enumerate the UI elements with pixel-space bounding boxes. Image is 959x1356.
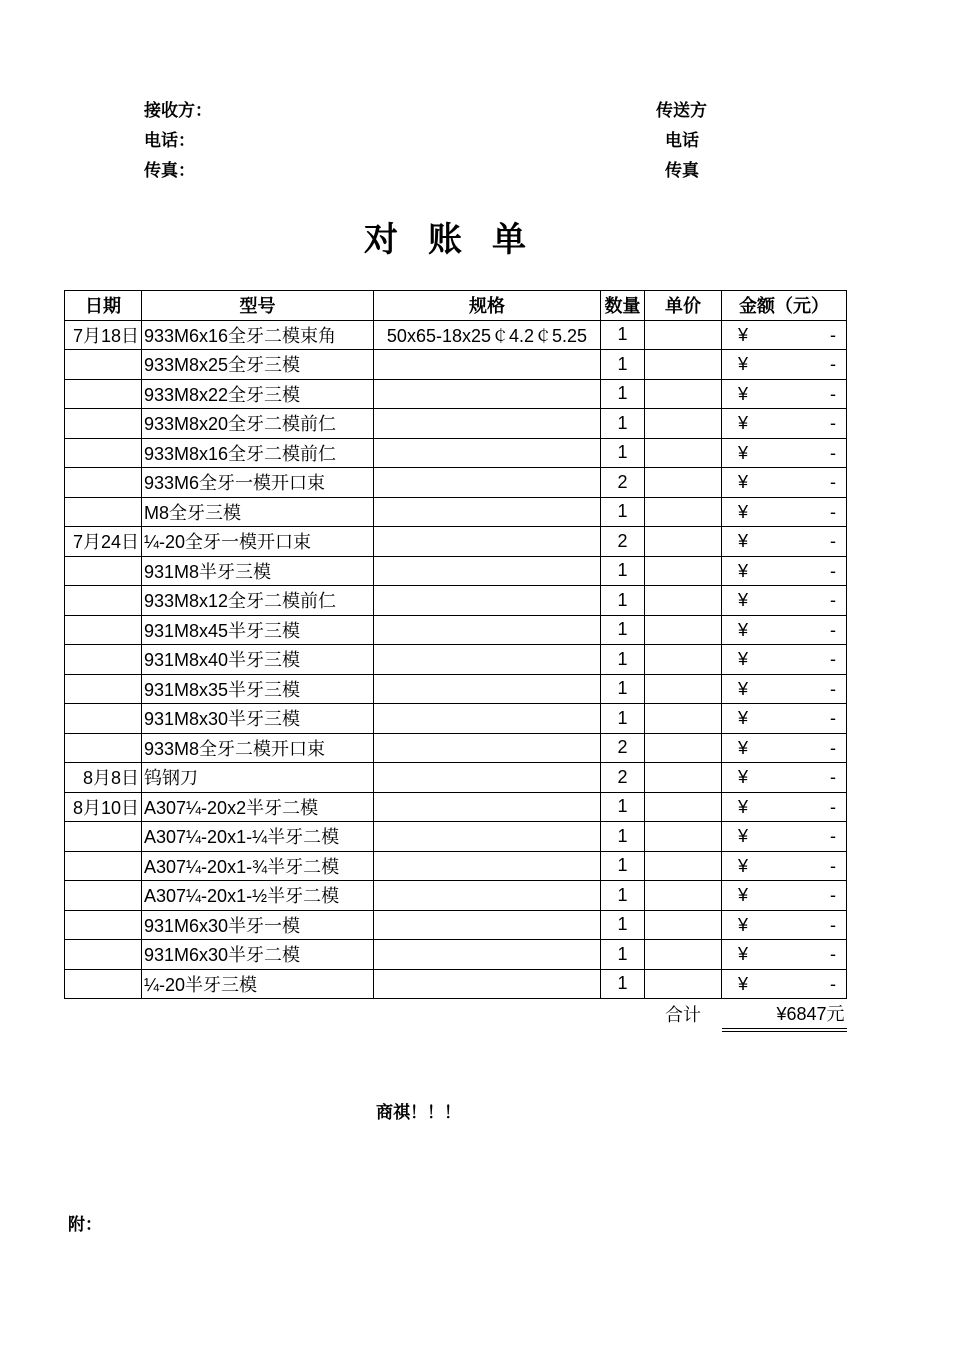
cell-qty: 1 <box>601 969 645 999</box>
cell-date <box>65 556 142 586</box>
cell-date <box>65 615 142 645</box>
amount-value: - <box>830 767 836 787</box>
cell-qty: 2 <box>601 468 645 498</box>
cell-amount <box>722 497 847 527</box>
cell-spec <box>374 940 601 970</box>
cell-spec <box>374 468 601 498</box>
cell-amount <box>722 910 847 940</box>
currency-symbol: ¥ <box>738 324 749 345</box>
currency-symbol: ¥ <box>738 501 749 522</box>
cell-qty: 1 <box>601 320 645 350</box>
receiver-fax-label: 传真： <box>144 161 195 180</box>
cell-price <box>645 438 722 468</box>
cell-qty: 1 <box>601 851 645 881</box>
cell-model: A307¼-20x2半牙二模 <box>142 792 374 822</box>
cell-date <box>65 350 142 380</box>
cell-price <box>645 586 722 616</box>
amount-value: - <box>830 737 836 758</box>
amount-value: - <box>830 826 836 846</box>
table-row <box>65 409 847 439</box>
attachment-label: 附： <box>68 1215 102 1234</box>
cell-amount <box>722 586 847 616</box>
cell-spec <box>374 674 601 704</box>
column-header-spec: 规格 <box>374 291 601 321</box>
cell-date <box>65 851 142 881</box>
cell-date <box>65 822 142 852</box>
cell-model: A307¼-20x1-¾半牙二模 <box>142 851 374 881</box>
cell-qty: 1 <box>601 822 645 852</box>
cell-model: 931M8x30半牙三模 <box>142 704 374 734</box>
cell-amount <box>722 350 847 380</box>
cell-amount <box>722 438 847 468</box>
cell-qty: 1 <box>601 645 645 675</box>
cell-price <box>645 763 722 793</box>
cell-qty: 1 <box>601 792 645 822</box>
cell-model: A307¼-20x1-½半牙二模 <box>142 881 374 911</box>
cell-qty: 1 <box>601 497 645 527</box>
cell-qty: 1 <box>601 704 645 734</box>
cell-amount <box>722 645 847 675</box>
cell-price <box>645 822 722 852</box>
cell-spec <box>374 733 601 763</box>
amount-value: - <box>830 531 836 551</box>
cell-spec <box>374 763 601 793</box>
column-header-qty: 数量 <box>601 291 645 321</box>
table-row <box>65 468 847 498</box>
currency-symbol: ¥ <box>738 619 749 640</box>
table-row <box>65 792 847 822</box>
total-label: 合计 <box>665 1005 701 1026</box>
cell-qty: 2 <box>601 733 645 763</box>
cell-amount <box>722 881 847 911</box>
cell-spec <box>374 910 601 940</box>
cell-amount <box>722 468 847 498</box>
column-header-amount: 金额（元） <box>722 291 847 321</box>
cell-price <box>645 409 722 439</box>
cell-date <box>65 497 142 527</box>
amount-value: - <box>830 885 836 905</box>
cell-spec <box>374 350 601 380</box>
cell-qty: 1 <box>601 674 645 704</box>
cell-model: 931M8半牙三模 <box>142 556 374 586</box>
receiver-label: 接收方： <box>144 101 212 120</box>
cell-price <box>645 704 722 734</box>
cell-amount <box>722 379 847 409</box>
cell-amount <box>722 822 847 852</box>
table-row <box>65 645 847 675</box>
cell-spec <box>374 586 601 616</box>
cell-spec <box>374 527 601 557</box>
cell-date <box>65 438 142 468</box>
total-row <box>65 999 847 1030</box>
currency-symbol: ¥ <box>738 914 749 935</box>
amount-value: - <box>830 973 836 994</box>
cell-price <box>645 674 722 704</box>
amount-value: - <box>830 354 836 374</box>
cell-price <box>645 645 722 675</box>
cell-date <box>65 733 142 763</box>
table-row <box>65 763 847 793</box>
cell-amount <box>722 763 847 793</box>
cell-qty: 1 <box>601 910 645 940</box>
amount-value: - <box>830 708 836 728</box>
cell-price <box>645 792 722 822</box>
cell-price <box>645 969 722 999</box>
currency-symbol: ¥ <box>738 531 749 551</box>
cell-price <box>645 940 722 970</box>
currency-symbol: ¥ <box>738 826 749 846</box>
table-row <box>65 350 847 380</box>
cell-model: 933M6全牙一模开口束 <box>142 468 374 498</box>
currency-symbol: ¥ <box>738 885 749 905</box>
cell-spec <box>374 379 601 409</box>
cell-qty: 1 <box>601 940 645 970</box>
table-header-row <box>65 291 847 321</box>
cell-qty: 2 <box>601 763 645 793</box>
cell-price <box>645 556 722 586</box>
cell-qty: 1 <box>601 409 645 439</box>
cell-spec <box>374 556 601 586</box>
cell-date <box>65 379 142 409</box>
currency-symbol: ¥ <box>738 383 749 404</box>
currency-symbol: ¥ <box>738 472 749 492</box>
table-row <box>65 556 847 586</box>
currency-symbol: ¥ <box>738 737 749 758</box>
currency-symbol: ¥ <box>738 560 749 581</box>
currency-symbol: ¥ <box>738 590 749 610</box>
cell-spec <box>374 497 601 527</box>
cell-price <box>645 320 722 350</box>
cell-amount <box>722 704 847 734</box>
sender-label: 传送方 <box>656 101 707 120</box>
table-row <box>65 822 847 852</box>
cell-amount <box>722 527 847 557</box>
cell-model: 钨钢刀 <box>142 763 374 793</box>
table-row <box>65 674 847 704</box>
amount-value: - <box>830 796 836 817</box>
cell-model: A307¼-20x1-¼半牙二模 <box>142 822 374 852</box>
cell-model: 933M8x25全牙三模 <box>142 350 374 380</box>
currency-symbol: ¥ <box>738 708 749 728</box>
table-row <box>65 586 847 616</box>
cell-date <box>65 586 142 616</box>
cell-qty: 2 <box>601 527 645 557</box>
currency-symbol: ¥ <box>738 973 749 994</box>
currency-symbol: ¥ <box>738 649 749 669</box>
cell-model: 931M6x30半牙二模 <box>142 940 374 970</box>
currency-symbol: ¥ <box>738 796 749 817</box>
table-row <box>65 527 847 557</box>
table-row <box>65 940 847 970</box>
cell-date: 8月8日 <box>65 763 142 793</box>
currency-symbol: ¥ <box>738 442 749 463</box>
cell-model: ¼-20全牙一模开口束 <box>142 527 374 557</box>
cell-qty: 1 <box>601 556 645 586</box>
amount-value: - <box>830 501 836 522</box>
table-row <box>65 733 847 763</box>
amount-value: - <box>830 678 836 699</box>
cell-date <box>65 674 142 704</box>
cell-price <box>645 851 722 881</box>
cell-amount <box>722 615 847 645</box>
cell-date <box>65 409 142 439</box>
cell-model: 933M8全牙二模开口束 <box>142 733 374 763</box>
table-row <box>65 320 847 350</box>
cell-date <box>65 910 142 940</box>
cell-spec <box>374 645 601 675</box>
cell-price <box>645 881 722 911</box>
sender-fax-label: 传真 <box>665 161 699 180</box>
amount-value: - <box>830 560 836 581</box>
amount-value: - <box>830 855 836 876</box>
table-row <box>65 969 847 999</box>
cell-qty: 1 <box>601 881 645 911</box>
receiver-phone-label: 电话： <box>144 131 195 150</box>
cell-amount <box>722 792 847 822</box>
amount-value: - <box>830 383 836 404</box>
amount-value: - <box>830 413 836 433</box>
cell-spec <box>374 851 601 881</box>
amount-value: - <box>830 324 836 345</box>
amount-value: - <box>830 914 836 935</box>
cell-price <box>645 527 722 557</box>
table-row <box>65 910 847 940</box>
cell-spec: 50x65-18x25￠4.2￠5.25 <box>374 320 601 350</box>
column-header-date: 日期 <box>65 291 142 321</box>
amount-value: - <box>830 944 836 964</box>
amount-value: - <box>830 472 836 492</box>
cell-qty: 1 <box>601 586 645 616</box>
cell-price <box>645 733 722 763</box>
cell-qty: 1 <box>601 350 645 380</box>
sender-phone-label: 电话 <box>665 131 699 150</box>
cell-model: 933M8x22全牙三模 <box>142 379 374 409</box>
table-row <box>65 615 847 645</box>
cell-model: 933M6x16全牙二模束角 <box>142 320 374 350</box>
cell-spec <box>374 615 601 645</box>
table-row <box>65 851 847 881</box>
column-header-price: 单价 <box>645 291 722 321</box>
currency-symbol: ¥ <box>738 767 749 787</box>
currency-symbol: ¥ <box>738 678 749 699</box>
table-row <box>65 497 847 527</box>
cell-model: 933M8x12全牙二模前仁 <box>142 586 374 616</box>
cell-amount <box>722 320 847 350</box>
cell-model: 931M8x40半牙三模 <box>142 645 374 675</box>
cell-date <box>65 468 142 498</box>
cell-spec <box>374 438 601 468</box>
cell-amount <box>722 556 847 586</box>
cell-spec <box>374 792 601 822</box>
cell-price <box>645 497 722 527</box>
cell-model: 931M6x30半牙一模 <box>142 910 374 940</box>
cell-price <box>645 468 722 498</box>
total-value: ¥6847元 <box>722 999 847 1030</box>
cell-spec <box>374 409 601 439</box>
cell-amount <box>722 733 847 763</box>
cell-price <box>645 615 722 645</box>
amount-value: - <box>830 442 836 463</box>
cell-spec <box>374 881 601 911</box>
currency-symbol: ¥ <box>738 413 749 433</box>
cell-model: M8全牙三模 <box>142 497 374 527</box>
table-row <box>65 438 847 468</box>
cell-model: 931M8x45半牙三模 <box>142 615 374 645</box>
cell-amount <box>722 409 847 439</box>
cell-date: 7月18日 <box>65 320 142 350</box>
cell-model: 933M8x20全牙二模前仁 <box>142 409 374 439</box>
currency-symbol: ¥ <box>738 354 749 374</box>
cell-spec <box>374 704 601 734</box>
amount-value: - <box>830 590 836 610</box>
cell-spec <box>374 822 601 852</box>
cell-amount <box>722 969 847 999</box>
currency-symbol: ¥ <box>738 944 749 964</box>
table-row <box>65 704 847 734</box>
statement-table <box>64 290 847 1032</box>
cell-model: 933M8x16全牙二模前仁 <box>142 438 374 468</box>
amount-value: - <box>830 619 836 640</box>
table-row <box>65 379 847 409</box>
page-title: 对账单 <box>364 221 556 259</box>
cell-price <box>645 350 722 380</box>
currency-symbol: ¥ <box>738 855 749 876</box>
cell-date <box>65 881 142 911</box>
cell-price <box>645 910 722 940</box>
column-header-model: 型号 <box>142 291 374 321</box>
cell-model: ¼-20半牙三模 <box>142 969 374 999</box>
cell-model: 931M8x35半牙三模 <box>142 674 374 704</box>
cell-date <box>65 704 142 734</box>
cell-date: 7月24日 <box>65 527 142 557</box>
cell-amount <box>722 851 847 881</box>
cell-price <box>645 379 722 409</box>
cell-amount <box>722 940 847 970</box>
cell-date <box>65 645 142 675</box>
closing-text: 商祺！！！ <box>376 1103 461 1122</box>
cell-date <box>65 969 142 999</box>
cell-qty: 1 <box>601 379 645 409</box>
cell-spec <box>374 969 601 999</box>
cell-amount <box>722 674 847 704</box>
cell-qty: 1 <box>601 615 645 645</box>
cell-date: 8月10日 <box>65 792 142 822</box>
amount-value: - <box>830 649 836 669</box>
table-row <box>65 881 847 911</box>
cell-qty: 1 <box>601 438 645 468</box>
cell-date <box>65 940 142 970</box>
